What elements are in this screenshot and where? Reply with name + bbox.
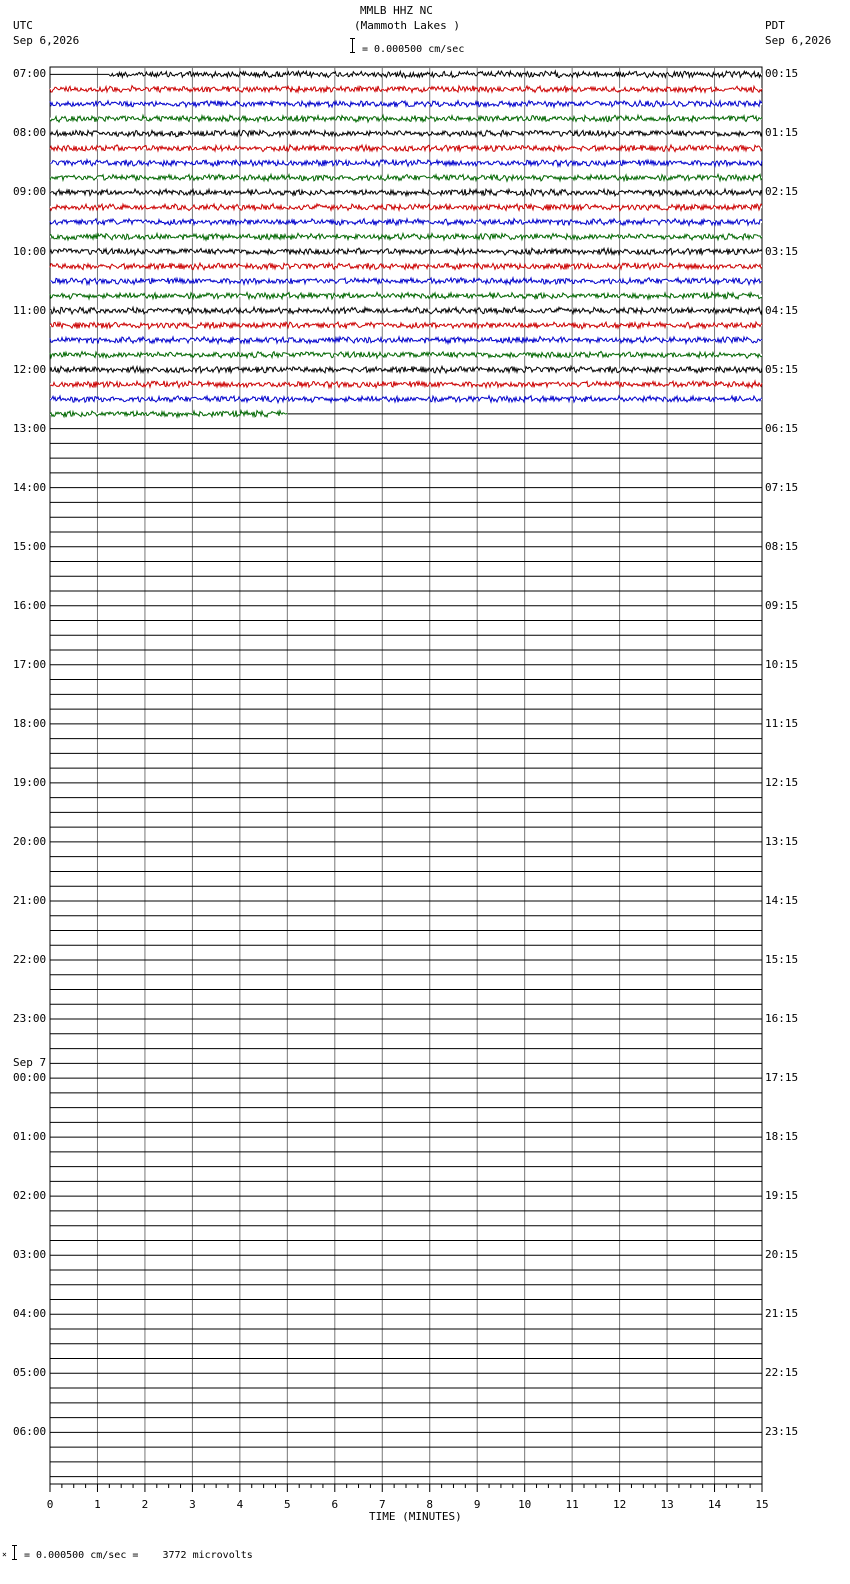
x-tick-label: 7	[378, 1498, 386, 1511]
left-hour-label: 09:00	[13, 185, 47, 199]
x-axis-ticks	[50, 1484, 762, 1492]
date-change-label: Sep 7	[13, 1056, 47, 1070]
x-tick-label: 12	[613, 1498, 627, 1511]
x-tick-label: 4	[236, 1498, 244, 1511]
x-tick-label: 10	[518, 1498, 532, 1511]
left-hour-label: 00:00	[13, 1071, 47, 1085]
right-hour-label: 10:15	[765, 657, 799, 671]
footer-mark: ×	[2, 1550, 7, 1559]
left-hour-label: 07:00	[13, 67, 47, 81]
left-hour-label: 08:00	[13, 126, 47, 140]
x-axis-label: TIME (MINUTES)	[369, 1510, 462, 1523]
right-timezone: PDT	[765, 19, 785, 32]
x-tick-label: 11	[565, 1498, 579, 1511]
left-hour-label: 04:00	[13, 1307, 47, 1321]
right-date: Sep 6,2026	[765, 34, 832, 47]
right-hour-label: 04:15	[765, 303, 799, 317]
footer-scale-label: = 0.000500 cm/sec = 3772 microvolts	[24, 1550, 253, 1561]
x-tick-label: 1	[94, 1498, 101, 1511]
right-hour-label: 02:15	[765, 185, 799, 199]
right-hour-label: 13:15	[765, 834, 799, 848]
right-hour-label: 08:15	[765, 539, 799, 553]
left-hour-label: 15:00	[13, 539, 47, 553]
left-hour-label: 17:00	[13, 657, 47, 671]
scale-bar-icon	[350, 38, 355, 53]
right-hour-label: 17:15	[765, 1071, 799, 1085]
x-tick-label: 6	[331, 1498, 339, 1511]
right-hour-label: 14:15	[765, 893, 799, 907]
left-hour-label: 22:00	[13, 953, 47, 966]
right-hour-label: 09:15	[765, 598, 799, 612]
right-hour-label: 01:15	[765, 126, 799, 140]
right-hour-label: 16:15	[765, 1012, 799, 1026]
x-tick-label: 5	[284, 1498, 291, 1511]
x-tick-label: 3	[189, 1498, 196, 1511]
station-location: (Mammoth Lakes )	[354, 19, 460, 32]
left-hour-label: 14:00	[13, 480, 47, 494]
station-title: MMLB HHZ NC	[360, 4, 433, 17]
left-hour-label: 18:00	[13, 716, 47, 730]
x-tick-label: 9	[473, 1498, 481, 1511]
left-date: Sep 6,2026	[13, 34, 80, 47]
seismic-trace	[50, 86, 762, 93]
left-hour-label: 12:00	[13, 362, 47, 376]
right-hour-label: 03:15	[765, 244, 799, 258]
x-tick-label: 14	[707, 1498, 722, 1511]
x-tick-label: 13	[660, 1498, 674, 1511]
right-hour-label: 23:15	[765, 1425, 799, 1439]
left-hour-label: 01:00	[13, 1130, 47, 1144]
footer-scale-bar-icon	[12, 1545, 17, 1560]
seismic-trace	[50, 101, 762, 108]
left-hour-label: 21:00	[13, 893, 47, 907]
right-hour-label: 18:15	[765, 1130, 799, 1144]
left-hour-label: 19:00	[13, 775, 47, 789]
left-hour-label: 02:00	[13, 1189, 47, 1203]
left-hour-label: 23:00	[13, 1012, 47, 1026]
left-hour-label: 16:00	[13, 598, 47, 612]
right-hour-label: 00:15	[765, 67, 799, 81]
right-hour-label: 20:15	[765, 1248, 799, 1262]
left-timezone: UTC	[13, 19, 33, 32]
right-hour-label: 05:15	[765, 362, 799, 376]
left-hour-label: 13:00	[13, 421, 47, 435]
right-hour-label: 07:15	[765, 480, 799, 494]
left-hour-label: 11:00	[13, 303, 47, 317]
seismic-trace	[50, 278, 762, 285]
x-tick-label: 2	[141, 1498, 149, 1511]
right-hour-label: 12:15	[765, 775, 799, 789]
x-tick-label: 0	[46, 1498, 54, 1511]
left-hour-label: 05:00	[13, 1366, 47, 1380]
seismic-trace	[109, 71, 761, 78]
right-hour-label: 06:15	[765, 421, 799, 435]
right-hour-label: 11:15	[765, 716, 799, 730]
left-hour-label: 20:00	[13, 834, 47, 848]
left-hour-label: 06:00	[13, 1425, 47, 1439]
scale-label: = 0.000500 cm/sec	[362, 44, 465, 55]
right-hour-label: 22:15	[765, 1366, 799, 1380]
right-hour-label: 19:15	[765, 1189, 799, 1203]
seismic-trace	[50, 263, 762, 270]
seismic-traces	[50, 71, 762, 417]
x-tick-label: 8	[426, 1498, 434, 1511]
right-hour-label: 15:15	[765, 953, 799, 966]
left-hour-label: 03:00	[13, 1248, 47, 1262]
left-hour-label: 10:00	[13, 244, 47, 258]
x-tick-label: 15	[755, 1498, 769, 1511]
right-hour-label: 21:15	[765, 1307, 799, 1321]
seismic-trace	[50, 366, 762, 373]
